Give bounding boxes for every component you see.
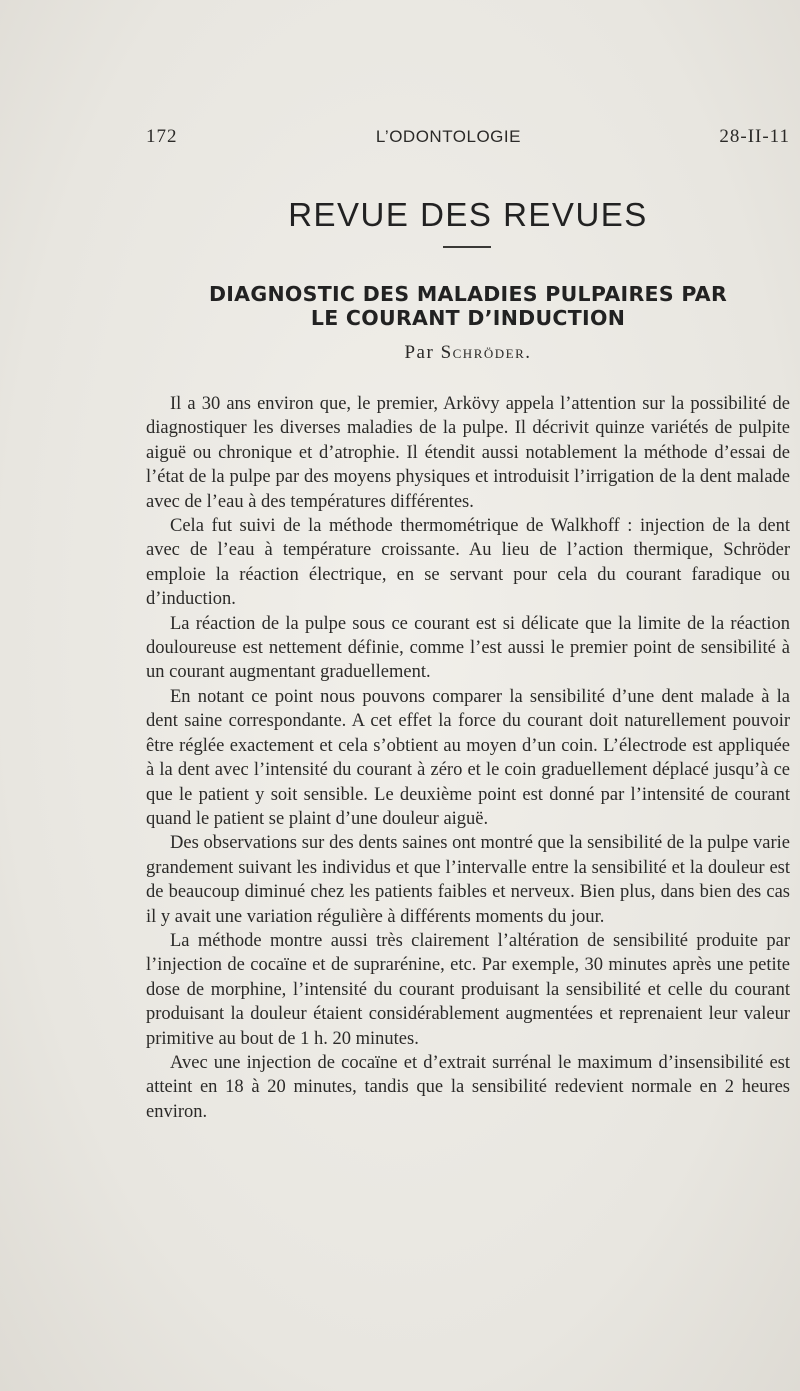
title-rule (443, 246, 491, 248)
paragraph-5: Des observations sur des dents saines ont montré que la sensibilité de la pulpe varie grandement suivant les individus et que l’intervalle entre la sensibilité et la douleur est de beaucoup diminué chez les patients faibles et nerveux. Bien plus, dans bien des cas il y avait une variation régulière à différents moments du jour. (146, 833, 790, 927)
paragraph-2: Cela fut suivi de la méthode thermométrique de Walkhoff : injection de la dent avec de l’eau à température croissante. Au lieu de l’action thermique, Schröder emploie la réaction électrique, en se servant pour cela du courant faradique ou d’induction. (146, 516, 790, 610)
author-name: Schröder. (440, 342, 532, 363)
byline-prefix: Par (404, 342, 435, 363)
article-title-line-1: DIAGNOSTIC DES MALADIES PULPAIRES PAR (208, 282, 728, 306)
byline (146, 342, 790, 364)
section-title: REVUE DES REVUES (288, 196, 648, 233)
paragraph-6: La méthode montre aussi très clairement l’altération de sensibilité produite par l’injection de cocaïne et de suprarénine, etc. Par exemple, 30 minutes après une petite dose de morphine, l’intensité du courant produisant la sensibilité et celle du courant produisant la douleur étaient considérablement augmentées et reprenaient leur valeur primitive au bout de 1 h. 20 minutes. (146, 930, 790, 1049)
paragraph-4: En notant ce point nous pouvons comparer la sensibilité d’une dent malade à la dent saine correspondante. A cet effet la force du courant doit naturellement pouvoir être réglée exactement et cela s’obtient au moyen d’un coin. L’électrode est appliquée à la dent avec l’intensité du courant à zéro et le coin graduellement déplacé jusqu’à ce que le patient y soit sensible. Le deuxième point est donné par l’intensité de courant quand le patient se plaint d’une douleur aiguë. (146, 686, 790, 829)
paragraph-1: Il a 30 ans environ que, le premier, Arkövy appela l’attention sur la possibilité de diagnostiquer les diverses maladies de la pulpe. Il décrivit quinze variétés de pulpite aiguë ou chronique et d’atrophie. Il étendit aussi notablement la méthode d’essai de l’état de la pulpe par des moyens physiques et introduisit l’irrigation de la dent malade avec de l’eau à des températures différentes. (146, 394, 790, 512)
article-title (146, 282, 790, 330)
running-head (146, 126, 790, 156)
journal-title: L’ODONTOLOGIE (375, 127, 521, 146)
page-number: 172 (146, 126, 178, 147)
article-title-line-2: LE COURANT D’INDUCTION (310, 306, 626, 330)
issue-date: 28-II-11 (719, 126, 790, 147)
paragraph-3: La réaction de la pulpe sous ce courant est si délicate que la limite de la réaction douloureuse est nettement définie, comme l’est aussi le premier point de sensibilité à un courant augmentant graduellement. (146, 613, 790, 683)
paragraph-7: Avec une injection de cocaïne et d’extrait surrénal le maximum d’insensibilité est atteint en 18 à 20 minutes, tandis que la sensibilité redevient normale en 2 heures environ. (146, 1052, 790, 1122)
article-body (146, 392, 790, 1124)
